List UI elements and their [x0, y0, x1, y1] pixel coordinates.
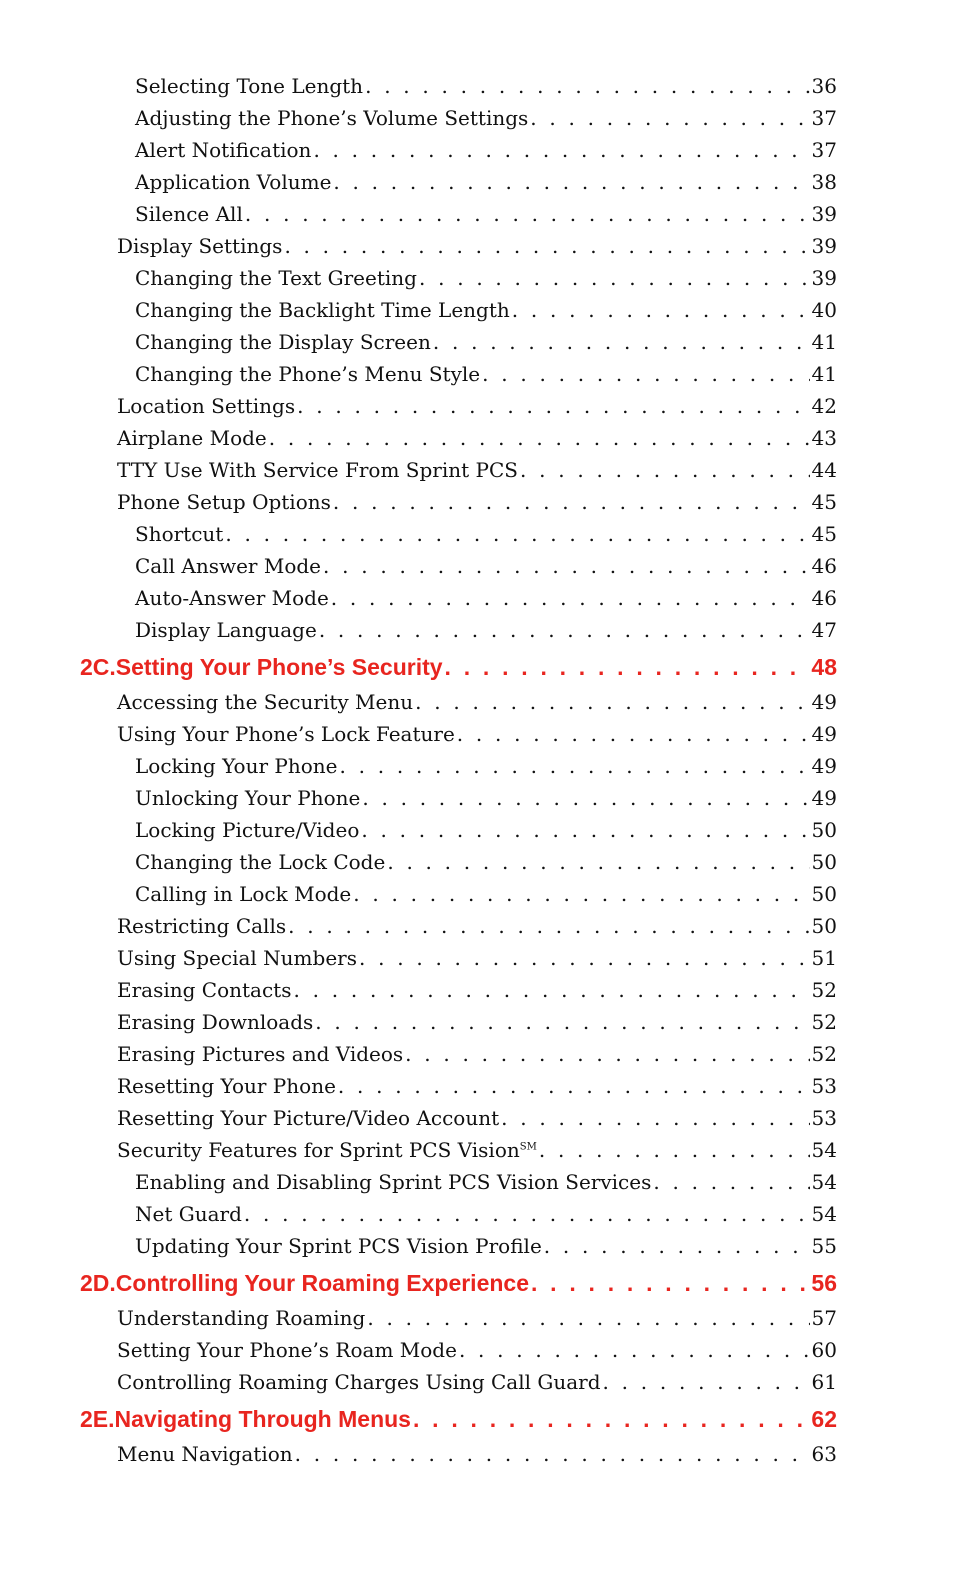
toc-entry [0, 582, 954, 614]
toc-section-heading [0, 1400, 954, 1438]
toc-entry-title [135, 294, 510, 326]
dot-leader [539, 1134, 810, 1166]
toc-entry-title [117, 1334, 457, 1366]
toc-entry-title [117, 1102, 499, 1134]
toc-entry-title [117, 486, 331, 518]
toc-entry [0, 1302, 954, 1334]
toc-entry-title-text: 2C.Setting Your Phone’s Security [80, 654, 443, 680]
toc-entry-title-text: Using Special Numbers [117, 946, 357, 970]
toc-entry [0, 1230, 954, 1262]
dot-leader [501, 1102, 809, 1134]
toc-entry-title [117, 1038, 403, 1070]
toc-entry-title-text: Adjusting the Phone’s Volume Settings [135, 106, 529, 130]
toc-entry-title-text: Using Your Phone’s Lock Feature [117, 722, 455, 746]
toc-entry [0, 1438, 954, 1470]
dot-leader [359, 942, 810, 974]
toc-entry-title-text: Erasing Contacts [117, 978, 292, 1002]
toc-entry-title-text: Shortcut [135, 522, 224, 546]
toc-entry-title-text: Display Settings [117, 234, 283, 258]
page-number: 40 [811, 298, 837, 322]
toc-entry [0, 686, 954, 718]
dot-leader [387, 846, 809, 878]
page-number: 39 [811, 266, 837, 290]
dot-leader [445, 648, 810, 686]
page-number: 42 [811, 394, 837, 418]
toc-entry-title [117, 1302, 365, 1334]
page-number: 55 [811, 1234, 837, 1258]
toc-entry-title [117, 1006, 313, 1038]
toc-entry-title-text: Changing the Phone’s Menu Style [135, 362, 481, 386]
dot-leader [544, 1230, 810, 1262]
toc-entry-title-text: Unlocking Your Phone [135, 786, 361, 810]
dot-leader [244, 1198, 810, 1230]
toc-entry-title [135, 358, 480, 390]
toc-entry-title [117, 230, 282, 262]
toc-entry-title [135, 550, 321, 582]
toc-entry [0, 1038, 954, 1070]
toc-entry-title-text: Resetting Your Phone [117, 1074, 336, 1098]
page-number: 50 [811, 914, 837, 938]
page-number: 57 [811, 1306, 837, 1330]
toc-entry-title [80, 1264, 529, 1302]
toc-entry [0, 422, 954, 454]
page-number: 45 [811, 490, 837, 514]
page-number: 38 [811, 170, 837, 194]
toc-entry-title-text: Changing the Backlight Time Length [135, 298, 510, 322]
dot-leader [362, 782, 809, 814]
toc-entry-title-text: Locking Picture/Video [135, 818, 360, 842]
page-number: 50 [811, 850, 837, 874]
dot-leader [245, 198, 810, 230]
page-number: 52 [811, 978, 837, 1002]
page-number: 43 [811, 426, 837, 450]
page-number: 50 [811, 818, 837, 842]
toc-entry [0, 1366, 954, 1398]
page-number: 39 [811, 234, 837, 258]
toc-entry [0, 878, 954, 910]
toc-entry-title [117, 686, 413, 718]
dot-leader [323, 550, 810, 582]
toc-entry [0, 166, 954, 198]
toc-entry [0, 230, 954, 262]
toc-entry-title-text: 2D.Controlling Your Roaming Experience [80, 1270, 529, 1296]
toc-entry-title-text: 2E.Navigating Through Menus [80, 1406, 411, 1432]
toc-section-heading [0, 648, 954, 686]
toc-entry-title [117, 718, 455, 750]
toc-entry [0, 974, 954, 1006]
page-number: 37 [811, 106, 837, 130]
toc-entry-title [135, 70, 363, 102]
toc-entry [0, 1102, 954, 1134]
dot-leader [512, 294, 810, 326]
dot-leader [653, 1166, 809, 1198]
toc-entry [0, 198, 954, 230]
toc-entry-title [135, 750, 337, 782]
toc-entry [0, 390, 954, 422]
toc-entry-title-text: Erasing Pictures and Videos [117, 1042, 404, 1066]
dot-leader [457, 718, 810, 750]
toc-entry-title [135, 878, 351, 910]
toc-entry [0, 942, 954, 974]
toc-entry-title [135, 262, 417, 294]
toc-entry-title [117, 1438, 293, 1470]
dot-leader [531, 1264, 809, 1302]
dot-leader [284, 230, 809, 262]
toc-entry [0, 1334, 954, 1366]
dot-leader [459, 1334, 810, 1366]
page-number: 41 [811, 362, 837, 386]
toc-entry [0, 614, 954, 646]
page-number: 45 [811, 522, 837, 546]
toc-entry-title-text: Enabling and Disabling Sprint PCS Vision Services [135, 1170, 652, 1194]
toc-entry-title [117, 1070, 336, 1102]
toc-entry-title-text: Calling in Lock Mode [135, 882, 352, 906]
toc-entry [0, 750, 954, 782]
toc-entry-title [135, 518, 223, 550]
page-number: 37 [811, 138, 837, 162]
toc-entry-title [80, 648, 443, 686]
page-number: 53 [811, 1106, 837, 1130]
page-number: 63 [811, 1442, 837, 1466]
dot-leader [295, 1438, 810, 1470]
toc-entry-title [135, 326, 431, 358]
toc-entry [0, 1006, 954, 1038]
dot-leader [338, 1070, 810, 1102]
toc-entry-title-text: Call Answer Mode [135, 554, 321, 578]
toc-entry-title [117, 454, 518, 486]
toc-entry-title-text: Net Guard [135, 1202, 242, 1226]
dot-leader [520, 454, 810, 486]
page-number: 50 [811, 882, 837, 906]
page-number: 61 [811, 1370, 837, 1394]
toc-entry-title [135, 134, 311, 166]
dot-leader [313, 134, 809, 166]
toc-entry-title-text: Understanding Roaming [117, 1306, 366, 1330]
toc-entry-title [135, 814, 359, 846]
toc-entry-title-text: Display Language [135, 618, 317, 642]
toc-entry-title-text: Changing the Display Screen [135, 330, 431, 354]
dot-leader [367, 1302, 809, 1334]
toc-entry-title-text: Alert Notification [135, 138, 312, 162]
toc-entry-title [117, 422, 267, 454]
dot-leader [333, 486, 810, 518]
dot-leader [361, 814, 809, 846]
toc-entry-title-text: Phone Setup Options [117, 490, 331, 514]
dot-leader [405, 1038, 809, 1070]
toc-entry-title [135, 582, 329, 614]
page-number: 48 [811, 654, 837, 680]
page-number: 47 [811, 618, 837, 642]
toc-entry [0, 326, 954, 358]
toc-entry-title [117, 910, 286, 942]
toc-entry-title [135, 166, 331, 198]
table-of-contents [0, 70, 954, 1470]
service-mark: SM [519, 1141, 537, 1153]
page-number: 54 [811, 1138, 837, 1162]
page-number: 39 [811, 202, 837, 226]
dot-leader [297, 390, 809, 422]
toc-entry-title [117, 974, 291, 1006]
toc-entry-title-text: Accessing the Security Menu [117, 690, 414, 714]
toc-entry-title [135, 102, 528, 134]
dot-leader [603, 1366, 810, 1398]
toc-entry-title [135, 846, 385, 878]
dot-leader [331, 582, 810, 614]
toc-entry [0, 718, 954, 750]
toc-entry-title-text: Setting Your Phone’s Roam Mode [117, 1338, 457, 1362]
toc-entry [0, 518, 954, 550]
toc-entry [0, 70, 954, 102]
toc-entry-title-text: Silence All [135, 202, 243, 226]
toc-entry-title-text: TTY Use With Service From Sprint PCS [117, 458, 518, 482]
toc-entry-title [135, 782, 360, 814]
page-number: 52 [811, 1042, 837, 1066]
toc-entry-title [135, 198, 243, 230]
dot-leader [293, 974, 809, 1006]
toc-entry-title-text: Selecting Tone Length [135, 74, 364, 98]
dot-leader [225, 518, 809, 550]
toc-entry-title-text: Menu Navigation [117, 1442, 293, 1466]
toc-entry-title-text: Updating Your Sprint PCS Vision Profile [135, 1234, 542, 1258]
dot-leader [319, 614, 810, 646]
dot-leader [413, 1400, 809, 1438]
page-number: 36 [811, 74, 837, 98]
toc-entry [0, 134, 954, 166]
toc-entry-title-text: Changing the Text Greeting [135, 266, 417, 290]
dot-leader [433, 326, 810, 358]
dot-leader [530, 102, 809, 134]
toc-entry [0, 294, 954, 326]
page-number: 49 [811, 690, 837, 714]
toc-entry [0, 454, 954, 486]
toc-entry [0, 782, 954, 814]
dot-leader [315, 1006, 809, 1038]
page-number: 46 [811, 554, 837, 578]
toc-entry [0, 846, 954, 878]
toc-entry [0, 1070, 954, 1102]
toc-entry-title-text: Application Volume [135, 170, 332, 194]
page-number: 54 [811, 1170, 837, 1194]
toc-entry-title-text: Security Features for Sprint PCS Vision [117, 1138, 520, 1162]
dot-leader [269, 422, 810, 454]
page-number: 60 [811, 1338, 837, 1362]
dot-leader [419, 262, 810, 294]
toc-entry-title [135, 1166, 651, 1198]
toc-entry-title [117, 1366, 601, 1398]
dot-leader [288, 910, 809, 942]
page-number: 46 [811, 586, 837, 610]
page-number: 56 [811, 1270, 837, 1296]
toc-entry-title-text: Airplane Mode [117, 426, 267, 450]
dot-leader [482, 358, 809, 390]
toc-entry [0, 1134, 954, 1166]
toc-entry-title-text: Erasing Downloads [117, 1010, 314, 1034]
dot-leader [365, 70, 809, 102]
toc-entry-title-text: Locking Your Phone [135, 754, 338, 778]
toc-entry-title [135, 614, 317, 646]
page-number: 52 [811, 1010, 837, 1034]
page-number: 49 [811, 722, 837, 746]
toc-entry-title [135, 1230, 542, 1262]
toc-entry [0, 1166, 954, 1198]
toc-entry [0, 910, 954, 942]
dot-leader [339, 750, 809, 782]
toc-entry [0, 486, 954, 518]
toc-entry-title-text: Auto-Answer Mode [135, 586, 329, 610]
toc-entry-title-text: Changing the Lock Code [135, 850, 386, 874]
page-number: 62 [811, 1406, 837, 1432]
toc-entry-title [80, 1400, 411, 1438]
page-number: 41 [811, 330, 837, 354]
page-number: 49 [811, 786, 837, 810]
dot-leader [353, 878, 809, 910]
page-number: 44 [811, 458, 837, 482]
toc-entry-title [117, 390, 295, 422]
toc-entry [0, 102, 954, 134]
dot-leader [415, 686, 809, 718]
page-number: 51 [811, 946, 837, 970]
toc-section-heading [0, 1264, 954, 1302]
page-number: 53 [811, 1074, 837, 1098]
dot-leader [333, 166, 809, 198]
toc-entry [0, 550, 954, 582]
toc-entry-title [117, 942, 357, 974]
toc-entry [0, 358, 954, 390]
toc-entry-title-text: Controlling Roaming Charges Using Call Guard [117, 1370, 601, 1394]
toc-entry-title [135, 1198, 242, 1230]
toc-entry [0, 814, 954, 846]
toc-entry-title-text: Resetting Your Picture/Video Account [117, 1106, 500, 1130]
toc-entry [0, 1198, 954, 1230]
toc-entry-title-text: Restricting Calls [117, 914, 287, 938]
toc-entry-title [117, 1134, 537, 1166]
page-number: 54 [811, 1202, 837, 1226]
toc-entry-title-text: Location Settings [117, 394, 296, 418]
page-number: 49 [811, 754, 837, 778]
toc-entry [0, 262, 954, 294]
